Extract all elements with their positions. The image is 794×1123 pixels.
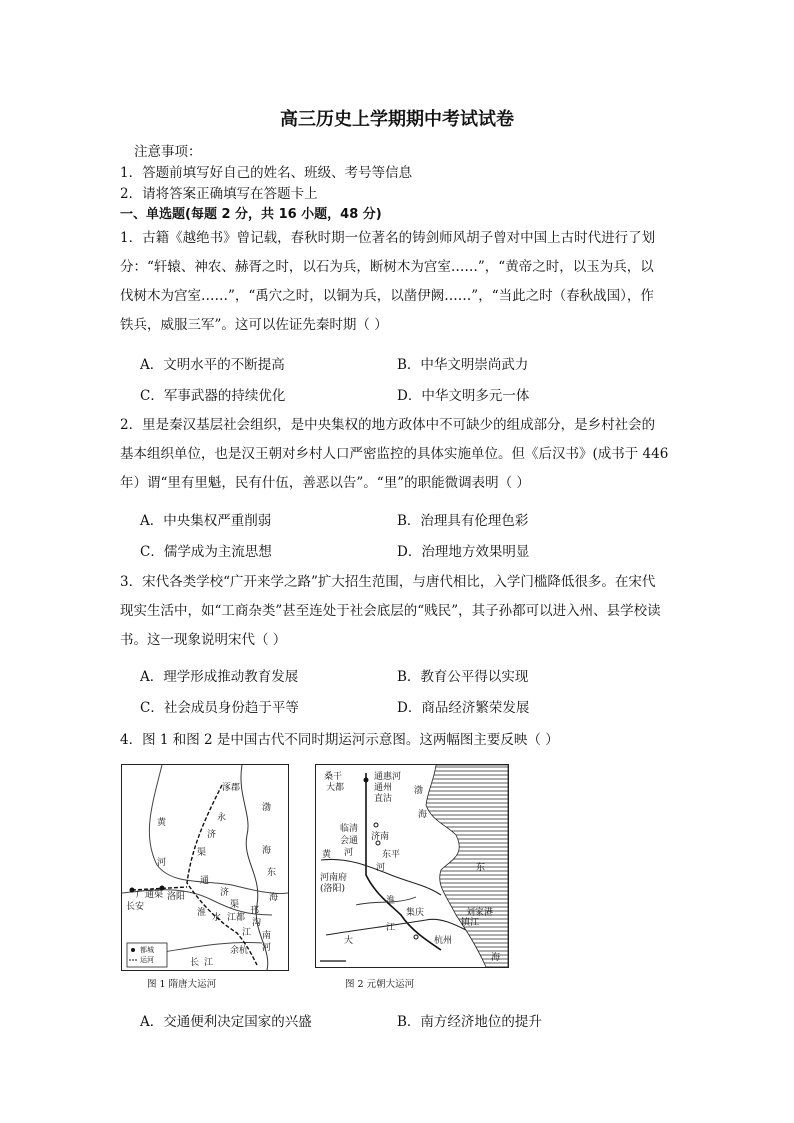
map2-label: 会通 [340,836,359,846]
map-sui-tang-canal [121,764,289,971]
map1-label: 永 [217,813,227,823]
map2-label: 河 [376,863,386,873]
map1-label: 海 [262,846,272,856]
map1-label: 渠 [230,900,240,910]
map2-label: 渤 [414,786,424,796]
q1-option-a[interactable]: A．文明水平的不断提高 [140,357,285,373]
map2-label: 海 [418,810,428,820]
map1-label: 济 [207,830,217,840]
map2-label: 集庆 [406,908,425,918]
map2-label: 海 [491,953,501,963]
map1-label: 黄 [157,818,167,828]
q3-option-a[interactable]: A．理学形成推动教育发展 [140,669,299,685]
map-yuan-canal [315,764,509,968]
map1-label: 渤 [262,803,272,813]
notice-item-2: 2．请将答案正确填写在答题卡上 [120,186,318,202]
question-3-stem [120,568,676,655]
map1-label: 江 [204,958,214,968]
q3-option-c[interactable]: C．社会成员身份趋于平等 [140,700,299,716]
section-heading: 一、单选题(每题 2 分，共 16 小题，48 分) [120,207,382,222]
map2-label: 济南 [371,832,390,842]
notice-item-1: 1．答题前填写好自己的姓名、班级、考号等信息 [120,165,413,181]
map2-label: 桑干 [324,772,343,782]
question-2-stem [120,411,676,498]
map2-label: (洛阳) [320,884,346,894]
map1-label: 东 [267,868,277,878]
q1-option-d[interactable]: D．中华文明多元一体 [397,388,530,404]
q1-line: 分：“轩辕、神农、赫胥之时，以石为兵，断树木为宫室……”，“黄帝之时，以玉为兵，以 [120,259,654,275]
map1-label: 余杭 [230,946,249,956]
map1-label: 长安 [126,902,145,912]
map1-label: 河 [157,858,167,868]
map1-caption: 图 1 隋唐大运河 [147,979,217,990]
map1-label: 洛阳 [167,892,186,902]
q2-line: 年）谓“里有里魁，民有什伍，善恶以告”。“里”的职能微调表明（ ） [120,475,530,491]
question-4-stem: 4．图 1 和图 2 是中国古代不同时期运河示意图。这两幅图主要反映（ ） [120,732,559,748]
map2-label: 大 [344,936,354,946]
map1-label: 渠 [197,848,207,858]
q2-line: 基本组织单位，也是汉王朝对乡村人口严密监控的具体实施单位。但《后汉书》(成书于 446 [120,446,669,462]
map2-label: 刘家港 [466,908,494,918]
question-1-stem [120,224,676,340]
q2-option-d[interactable]: D．治理地方效果明显 [397,544,530,560]
notice-heading: 注意事项： [134,144,202,160]
map1-legend-capital: 都城 [140,946,154,954]
map1-label: 水 [212,913,222,923]
map1-label: 沟 [252,918,262,928]
map1-label: 邗 [250,906,260,916]
map2-caption: 图 2 元朝大运河 [345,979,415,990]
q1-line: 铁兵，威服三军”。这可以佐证先秦时期（ ） [120,317,388,333]
q3-line: 3．宋代各类学校“广开来学之路”扩大招生范围，与唐代相比，入学门槛降低很多。在宋代 [120,574,656,590]
map2-label: 河 [344,848,354,858]
map1-label: 海 [269,893,279,903]
map2-label: 通州 [374,783,393,793]
q1-option-b[interactable]: B．中华文明崇尚武力 [397,357,529,373]
q1-line: 伐树木为宫室……”，“禹穴之时，以铜为兵，以凿伊阙……”，“当此之时（春秋战国），作 [120,288,654,304]
map2-label: 杭州 [434,936,453,946]
map2-label: 临清 [340,824,359,834]
q4-option-b[interactable]: B．南方经济地位的提升 [397,1014,542,1030]
map1-label: 广通渠 [136,890,164,900]
map2-label: 河南府 [320,873,348,883]
map2-label: 镇江 [461,918,480,928]
q2-option-c[interactable]: C．儒学成为主流思想 [140,544,272,560]
map2-label: 淮 [386,896,396,906]
q3-line: 书。这一现象说明宋代（ ） [120,632,287,648]
map2-label: 黄 [322,850,332,860]
map2-label: 东平 [382,850,401,860]
map1-label: 淮 [197,908,207,918]
map2-label: 通惠河 [374,772,402,782]
map1-label: 江 [242,928,252,938]
map2-label: 江 [386,923,396,933]
q2-line: 2．里是秦汉基层社会组织，是中央集权的地方政体中不可缺少的组成部分，是乡村社会的 [120,417,656,433]
map2-label: 东 [476,863,486,873]
q3-option-b[interactable]: B．教育公平得以实现 [397,669,529,685]
q3-line: 现实生活中，如“工商杂类”甚至连处于社会底层的“贱民”，其子孙都可以进入州、县学校读 [120,603,661,619]
map1-label: 济 [220,888,230,898]
map1-label: 通 [200,876,210,886]
map1-label: 河 [262,943,272,953]
q2-option-a[interactable]: A．中央集权严重削弱 [140,513,272,529]
q1-option-c[interactable]: C．军事武器的持续优化 [140,388,286,404]
map2-label: 直沽 [374,794,393,804]
map1-label: 江都 [227,913,246,923]
map2-label: 大都 [326,783,345,793]
q2-option-b[interactable]: B．治理具有伦理色彩 [397,513,529,529]
q1-line: 1．古籍《越绝书》曾记载，春秋时期一位著名的铸剑师风胡子曾对中国上古时代进行了划 [120,230,656,246]
page-title: 高三历史上学期期中考试试卷 [280,109,514,130]
map1-label: 长 [190,958,200,968]
map1-label: 南 [262,931,272,941]
map1-legend-canal: 运河 [140,956,154,964]
q4-option-a[interactable]: A．交通便利决定国家的兴盛 [140,1014,312,1030]
q3-option-d[interactable]: D．商品经济繁荣发展 [397,700,530,716]
map1-label: 涿郡 [222,783,241,793]
